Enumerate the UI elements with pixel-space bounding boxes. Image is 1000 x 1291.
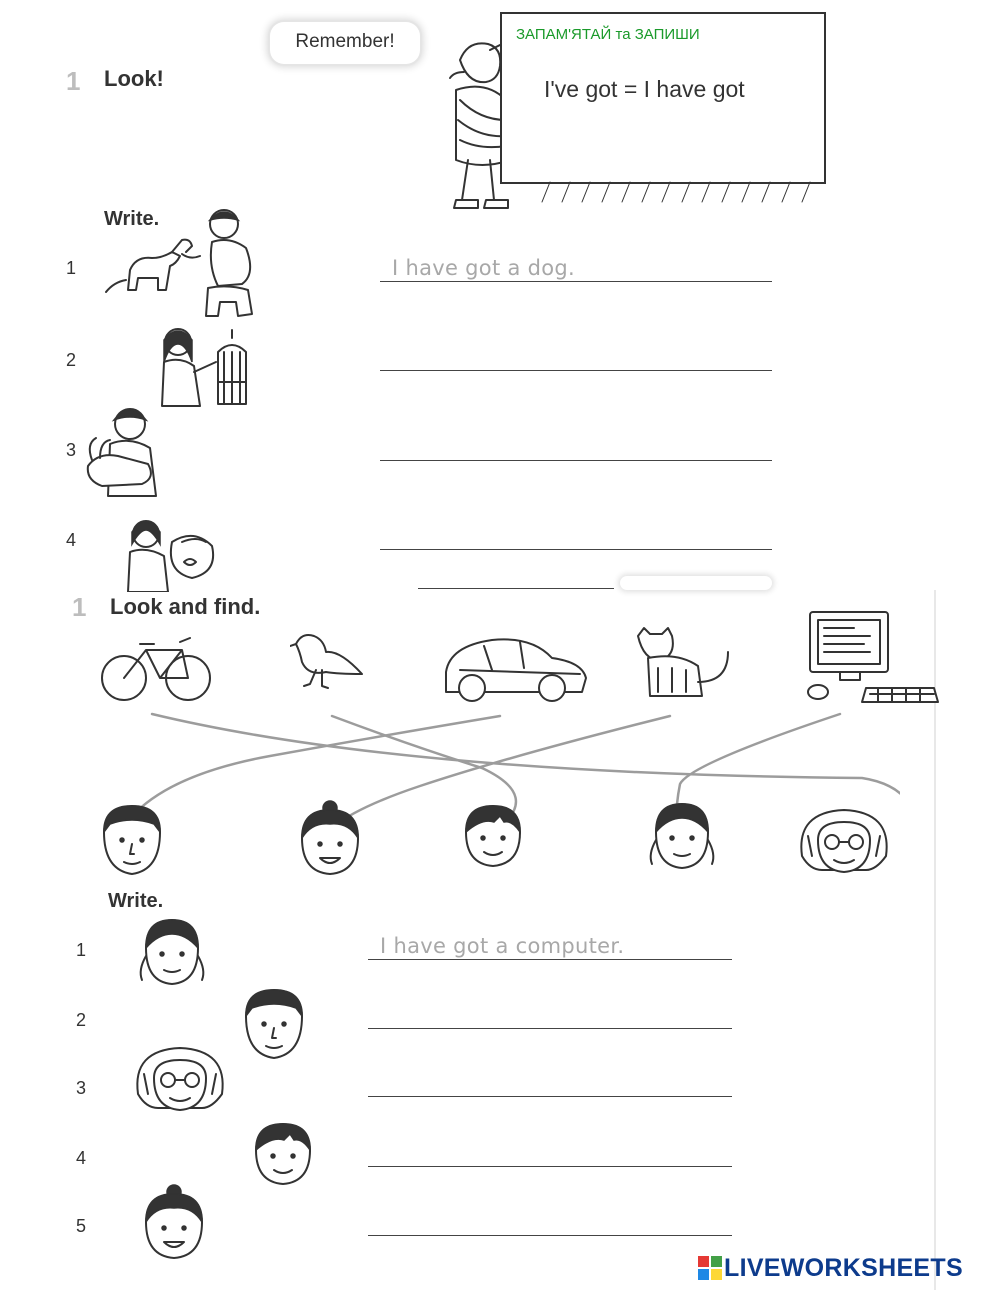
section2-item-number: 4 xyxy=(76,1148,87,1168)
girl-with-fishbowl-illustration xyxy=(120,512,220,592)
answer-line xyxy=(380,460,772,461)
answer-input-s2-5[interactable] xyxy=(370,1206,734,1236)
section2-number: 1 xyxy=(72,592,87,622)
sign-grammar-text: I've got = I have got xyxy=(544,76,745,102)
answer-input-s2-3[interactable] xyxy=(370,1068,734,1098)
liveworksheets-brand: LIVEWORKSHEETS xyxy=(724,1254,963,1282)
sign-note: ЗАПАМ'ЯТАЙ та ЗАПИШИ xyxy=(516,26,700,43)
example-answer-1: I have got a dog. xyxy=(392,256,575,280)
car-icon xyxy=(440,632,590,706)
section1-item-number: 1 xyxy=(66,258,77,278)
bicycle-icon xyxy=(98,630,216,706)
answer-line xyxy=(368,1235,732,1236)
girl-pigtails-face xyxy=(132,916,212,988)
answer-line xyxy=(368,1166,732,1167)
answer-line xyxy=(380,549,772,550)
section2-write-label: Write. xyxy=(108,890,164,912)
seam-line xyxy=(418,588,614,589)
girl-bun-face xyxy=(296,800,364,880)
boy-with-rabbit-illustration xyxy=(82,402,172,502)
example-answer-computer: I have got a computer. xyxy=(380,934,625,958)
answer-input-s2-4[interactable] xyxy=(370,1138,734,1168)
section2-item-number: 3 xyxy=(76,1078,87,1098)
man-face xyxy=(96,802,166,882)
section1-write-label: Write. xyxy=(104,208,160,230)
boy-face xyxy=(460,802,526,870)
section1-number: 1 xyxy=(66,66,81,96)
answer-line xyxy=(368,1096,732,1097)
answer-input-3[interactable] xyxy=(382,432,774,462)
answer-line xyxy=(368,959,732,960)
man-face xyxy=(238,986,308,1066)
answer-input-4[interactable] xyxy=(382,520,774,550)
section1-item-number: 2 xyxy=(66,350,77,370)
section2-title: Look and find. xyxy=(110,594,261,619)
cat-icon xyxy=(628,626,738,706)
bird-icon xyxy=(290,626,370,696)
section1-title: Look! xyxy=(104,66,164,91)
computer-icon xyxy=(800,608,940,708)
section2-item-number: 1 xyxy=(76,940,87,960)
remember-sign xyxy=(500,12,826,184)
seam-bubble-fragment xyxy=(620,576,772,590)
boy-face xyxy=(250,1120,316,1188)
grandma-face xyxy=(126,1044,234,1118)
boy-with-dog-illustration xyxy=(100,200,280,320)
answer-input-2[interactable] xyxy=(382,342,774,372)
section1-item-number: 4 xyxy=(66,530,77,550)
girl-pigtails-face xyxy=(642,800,722,872)
answer-line xyxy=(380,281,772,282)
section1-item-number: 3 xyxy=(66,440,77,460)
girl-bun-face xyxy=(140,1184,208,1264)
grandma-face xyxy=(790,806,898,880)
remember-bubble xyxy=(270,22,420,64)
answer-input-s2-2[interactable] xyxy=(370,1000,734,1030)
section2-item-number: 2 xyxy=(76,1010,87,1030)
liveworksheets-logo-icon xyxy=(698,1256,722,1280)
answer-line xyxy=(380,370,772,371)
girl-with-birdcage-illustration xyxy=(148,322,258,412)
sign-shadow-hatching xyxy=(540,178,840,206)
remember-text: Remember! xyxy=(295,31,395,52)
answer-line xyxy=(368,1028,732,1029)
section2-item-number: 5 xyxy=(76,1216,87,1236)
